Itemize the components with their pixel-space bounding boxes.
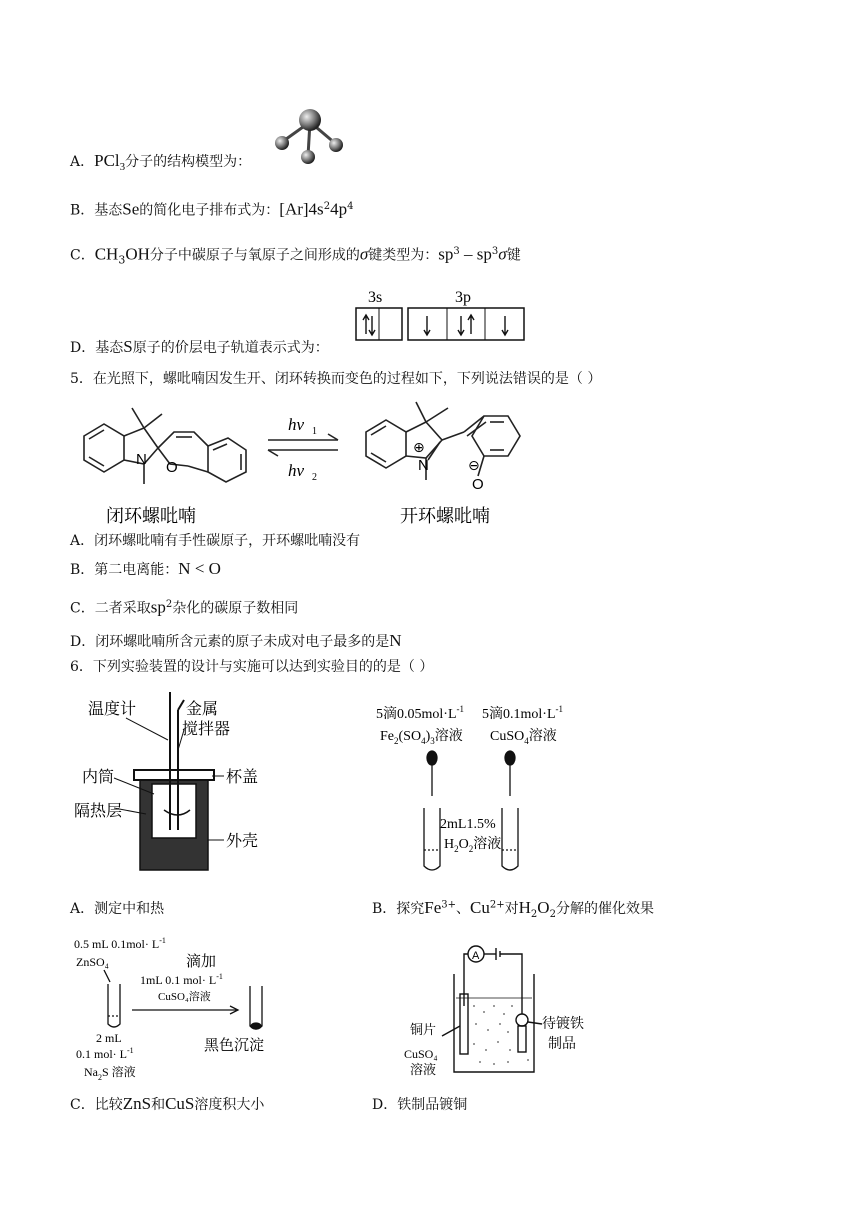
svg-text:1: 1 (312, 426, 317, 437)
svg-text:闭环螺吡喃: 闭环螺吡喃 (106, 506, 196, 527)
s-orbital-diagram (352, 284, 528, 344)
svg-text:CuSO4溶液: CuSO$_4$溶液 (490, 729, 557, 746)
svg-text:CuSO₄溶液: CuSO₄溶液 (158, 991, 211, 1003)
svg-text:搅拌器: 搅拌器 (182, 719, 231, 738)
svg-text:Fe2(SO4)3溶液: $Fe_2(SO_4)_3$溶液 (380, 729, 463, 746)
svg-text:待镀铁: 待镀铁 (542, 1016, 584, 1032)
svg-text:2: 2 (312, 472, 317, 483)
electroplating-diagram (404, 936, 584, 1086)
option-5c: C．二者采取$sp^2$杂化的碳原子数相同 (70, 597, 299, 617)
option-4b: B．基态Se的简化电子排布式为：$[Ar]4s^24p^4$ (70, 199, 354, 219)
option-4a: A．PCl$_3$分子的结构模型为： (70, 151, 252, 173)
svg-text:滴加: 滴加 (186, 952, 217, 970)
svg-text:开环螺吡喃: 开环螺吡喃 (400, 506, 490, 527)
svg-text:外壳: 外壳 (226, 831, 259, 850)
svg-text:2mL1.5%: 2mL1.5% (440, 817, 496, 832)
svg-text:5滴0.05mol·L-1: 5滴$0.05mol\cdot L^{-1}$ (376, 704, 464, 722)
option-4c: C．$CH_3OH$分子中碳原子与氧原子之间形成的σ键类型为：$sp^3 - sp^3\sigma$键 (70, 244, 521, 267)
svg-text:O: O (166, 459, 178, 476)
svg-text:金属: 金属 (186, 699, 219, 718)
svg-text:O: O (472, 476, 484, 493)
svg-text:3s: 3s (368, 289, 383, 306)
question-5-stem: 5．在光照下，螺吡喃因发生开、闭环转换而变色的过程如下，下列说法错误的是（ ） (70, 371, 602, 387)
svg-text:铜片: 铜片 (410, 1023, 437, 1038)
svg-text:0.5 mL 0.1mol· L-1: 0.5 mL $0.1mol\cdot L^{-1}$ (74, 936, 166, 951)
svg-text:温度计: 温度计 (88, 699, 137, 718)
svg-text:5滴0.1mol·L-1: 5滴$0.1mol\cdot L^{-1}$ (482, 704, 563, 722)
option-5b: B．第二电离能：N < O (70, 559, 221, 578)
svg-text:杯盖: 杯盖 (226, 767, 259, 786)
pcl3-model-image (270, 104, 350, 168)
caption-6a: A．测定中和热 (70, 901, 165, 917)
svg-text:黑色沉淀: 黑色沉淀 (204, 1036, 265, 1054)
svg-text:2 mL: 2 mL (96, 1031, 122, 1045)
spiropyran-scheme (70, 392, 570, 528)
option-5a: A．闭环螺吡喃有手性碳原子，开环螺吡喃没有 (70, 533, 361, 549)
svg-text:⊖: ⊖ (468, 458, 480, 474)
svg-text:hv: hv (288, 415, 305, 434)
svg-text:1mL 0.1 mol· L-1: 1mL 0.1 $mol\cdot L^{-1}$ (140, 972, 223, 987)
caption-6d: D．铁制品镀铜 (372, 1097, 468, 1113)
caption-6b: B．探究$Fe^{3+}$、$Cu^{2+}$对$H_2O_2$分解的催化效果 (372, 898, 654, 920)
svg-text:0.1 mol· L-1: 0.1 $mol\cdot L^{-1}$ (76, 1046, 134, 1061)
svg-text:3p: 3p (455, 289, 471, 306)
svg-text:CuSO₄: CuSO₄ (404, 1047, 438, 1061)
svg-text:溶液: 溶液 (410, 1063, 437, 1078)
svg-text:N: N (418, 457, 429, 474)
svg-text:内筒: 内筒 (82, 767, 115, 786)
catalysis-diagram (370, 700, 590, 876)
calorimeter-diagram (74, 690, 274, 876)
svg-text:N: N (136, 451, 147, 468)
svg-text:ZnSO₄: ZnSO₄ (76, 955, 109, 969)
svg-text:隔热层: 隔热层 (74, 801, 123, 820)
option-5d: D．闭环螺吡喃所含元素的原子未成对电子最多的是N (70, 631, 402, 650)
svg-text:A: A (472, 950, 480, 962)
svg-text:hv: hv (288, 461, 305, 480)
svg-text:H2O2溶液: $H_2O_2$溶液 (444, 837, 502, 854)
caption-6c: C．比较ZnS和CuS溶度积大小 (70, 1094, 265, 1113)
option-4d: D．基态S原子的价层电子轨道表示式为： (70, 337, 329, 356)
svg-text:Na2S 溶液: $Na_2S$ 溶液 (84, 1065, 136, 1082)
svg-text:制品: 制品 (548, 1036, 576, 1052)
svg-text:⊕: ⊕ (413, 440, 425, 456)
solubility-diagram (70, 930, 320, 1086)
question-6-stem: 6．下列实验装置的设计与实施可以达到实验目的的是（ ） (70, 659, 434, 675)
